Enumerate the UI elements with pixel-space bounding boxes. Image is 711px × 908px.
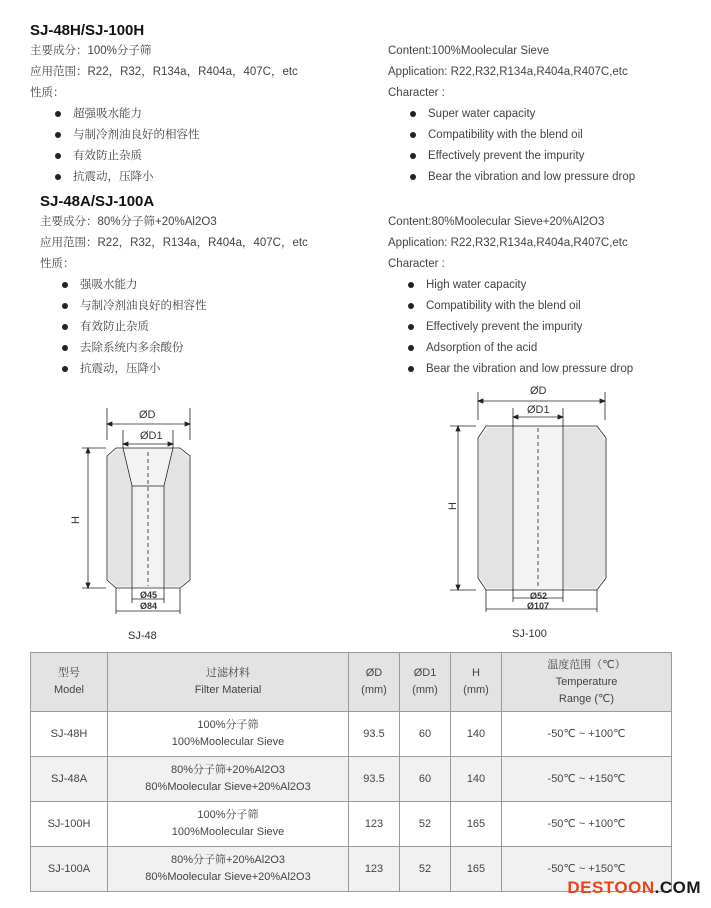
col-od1 — [400, 653, 451, 712]
section2-cn-character: 性质： — [40, 258, 75, 270]
cell-h: 140 — [451, 757, 502, 802]
cell-temp: -50℃ ~ +150℃ — [502, 847, 672, 892]
section1-cn-bullets — [30, 104, 298, 188]
cell-material-cn: 80%分子筛+20%Al2O3 — [170, 764, 286, 776]
cell-temp: -50℃ ~ +100℃ — [502, 712, 672, 757]
list-item: 超强吸水能力 — [55, 104, 298, 125]
col-h-unit: (mm) — [463, 684, 489, 696]
cell-material — [108, 757, 349, 802]
cell-h: 140 — [451, 712, 502, 757]
cell-model: SJ-48A — [31, 757, 108, 802]
col-h — [451, 653, 502, 712]
col-temp-en1: Temperature — [555, 675, 618, 688]
col-material-en: Filter Material — [194, 684, 262, 696]
cell-material — [108, 802, 349, 847]
section2-en-block — [388, 212, 633, 380]
col-temp-cn: 温度范围（℃） — [547, 658, 626, 671]
cell-material — [108, 712, 349, 757]
spec-table — [30, 652, 672, 892]
sj48-od1-label: ØD1 — [140, 430, 163, 442]
section1-en-content: Content:100%Moolecular Sieve — [388, 45, 550, 57]
cell-temp: -50℃ ~ +150℃ — [502, 757, 672, 802]
col-od — [349, 653, 400, 712]
col-od1-name: ØD1 — [413, 667, 437, 679]
cell-material — [108, 847, 349, 892]
sj100-h-label: H — [446, 502, 459, 510]
cell-od: 93.5 — [349, 712, 400, 757]
cell-od: 123 — [349, 847, 400, 892]
table-row — [31, 757, 672, 802]
section1-cn-character: 性质： — [30, 87, 65, 99]
list-item: 有效防止杂质 — [62, 317, 308, 338]
section2-en-bullets — [388, 275, 633, 380]
cell-material-cn: 100%分子筛 — [197, 809, 259, 821]
section1-title: SJ-48H/SJ-100H — [30, 22, 145, 39]
list-item: 与制冷剂油良好的相容性 — [55, 125, 298, 146]
col-material — [108, 653, 349, 712]
cell-od1: 52 — [400, 847, 451, 892]
cell-material-en: 100%Moolecular Sieve — [171, 826, 285, 838]
cell-model: SJ-100H — [31, 802, 108, 847]
section2-title: SJ-48A/SJ-100A — [40, 193, 155, 210]
cell-material-en: 100%Moolecular Sieve — [171, 736, 285, 748]
list-item: 抗震动，压降小 — [62, 359, 308, 380]
section1-cn-content: 主要成分：100%分子筛 — [30, 45, 152, 57]
col-od1-unit: (mm) — [412, 684, 438, 696]
sj100-outer-label: Ø107 — [527, 601, 550, 611]
cell-temp: -50℃ ~ +100℃ — [502, 802, 672, 847]
section2-cn-application: 应用范围：R22，R32，R134a，R404a，407C，etc — [40, 237, 308, 249]
cell-material-cn: 80%分子筛+20%Al2O3 — [170, 854, 286, 866]
sj100-od1-label: ØD1 — [527, 404, 550, 416]
section1-cn-block — [30, 41, 298, 188]
col-model-en: Model — [54, 684, 84, 696]
cell-material-en: 80%Moolecular Sieve+20%Al2O3 — [145, 871, 311, 883]
list-item: Effectively prevent the impurity — [408, 317, 633, 338]
col-temp-en2: Range (℃) — [558, 692, 615, 705]
cell-od1: 60 — [400, 757, 451, 802]
cell-material-en: 80%Moolecular Sieve+20%Al2O3 — [145, 781, 311, 793]
cell-material-cn: 100%分子筛 — [197, 719, 259, 731]
list-item: Super water capacity — [410, 104, 635, 125]
cell-od1: 52 — [400, 802, 451, 847]
cell-od: 123 — [349, 802, 400, 847]
list-item: Adsorption of the acid — [408, 338, 633, 359]
col-od-unit: (mm) — [361, 684, 387, 696]
cell-h: 165 — [451, 802, 502, 847]
col-od-name: ØD — [365, 667, 383, 679]
watermark-suffix: .COM — [654, 878, 701, 897]
section2-cn-bullets — [40, 275, 308, 380]
watermark-brand: DESTOON — [567, 878, 655, 897]
list-item: 有效防止杂质 — [55, 146, 298, 167]
list-item: Compatibility with the blend oil — [408, 296, 633, 317]
section2-cn-content: 主要成分：80%分子筛+20%Al2O3 — [40, 216, 217, 228]
list-item: 抗震动，压降小 — [55, 167, 298, 188]
col-h-name: H — [472, 667, 480, 679]
watermark-logo — [567, 878, 701, 898]
sj48-h-label: H — [69, 516, 82, 524]
list-item: Bear the vibration and low pressure drop — [410, 167, 635, 188]
section2-en-application: Application: R22,R32,R134a,R404a,R407C,etc — [388, 237, 628, 249]
list-item: Bear the vibration and low pressure drop — [408, 359, 633, 380]
col-material-cn: 过滤材料 — [206, 667, 250, 679]
cell-od: 93.5 — [349, 757, 400, 802]
table-header-row — [31, 653, 672, 712]
list-item: 去除系统内多余酸份 — [62, 338, 308, 359]
list-item: 与制冷剂油良好的相容性 — [62, 296, 308, 317]
section1-en-block — [388, 41, 635, 188]
list-item: High water capacity — [408, 275, 633, 296]
sj48-inner-label: Ø45 — [140, 590, 158, 600]
table-row — [31, 712, 672, 757]
section2-en-content: Content:80%Moolecular Sieve+20%Al2O3 — [388, 216, 605, 228]
cell-od1: 60 — [400, 712, 451, 757]
section1-en-character: Character : — [388, 87, 445, 99]
section2-cn-block — [40, 212, 308, 380]
table-row — [31, 802, 672, 847]
col-model-cn: 型号 — [58, 667, 80, 679]
col-model — [31, 653, 108, 712]
sj48-caption: SJ-48 — [128, 630, 157, 642]
sj48-outer-label: Ø84 — [140, 601, 158, 611]
list-item: Effectively prevent the impurity — [410, 146, 635, 167]
sj100-od-label: ØD — [530, 385, 547, 397]
cell-model: SJ-48H — [31, 712, 108, 757]
cell-h: 165 — [451, 847, 502, 892]
section1-cn-application: 应用范围：R22，R32，R134a，R404a，407C，etc — [30, 66, 298, 78]
section2-en-character: Character : — [388, 258, 445, 270]
section1-en-application: Application: R22,R32,R134a,R404a,R407C,etc — [388, 66, 628, 78]
sj48-od-label: ØD — [139, 409, 156, 421]
sj100-caption: SJ-100 — [512, 628, 547, 640]
col-temp — [502, 653, 672, 712]
sj100-inner-label: Ø52 — [530, 591, 548, 601]
section1-en-bullets — [388, 104, 635, 188]
list-item: Compatibility with the blend oil — [410, 125, 635, 146]
cell-model: SJ-100A — [31, 847, 108, 892]
list-item: 强吸水能力 — [62, 275, 308, 296]
